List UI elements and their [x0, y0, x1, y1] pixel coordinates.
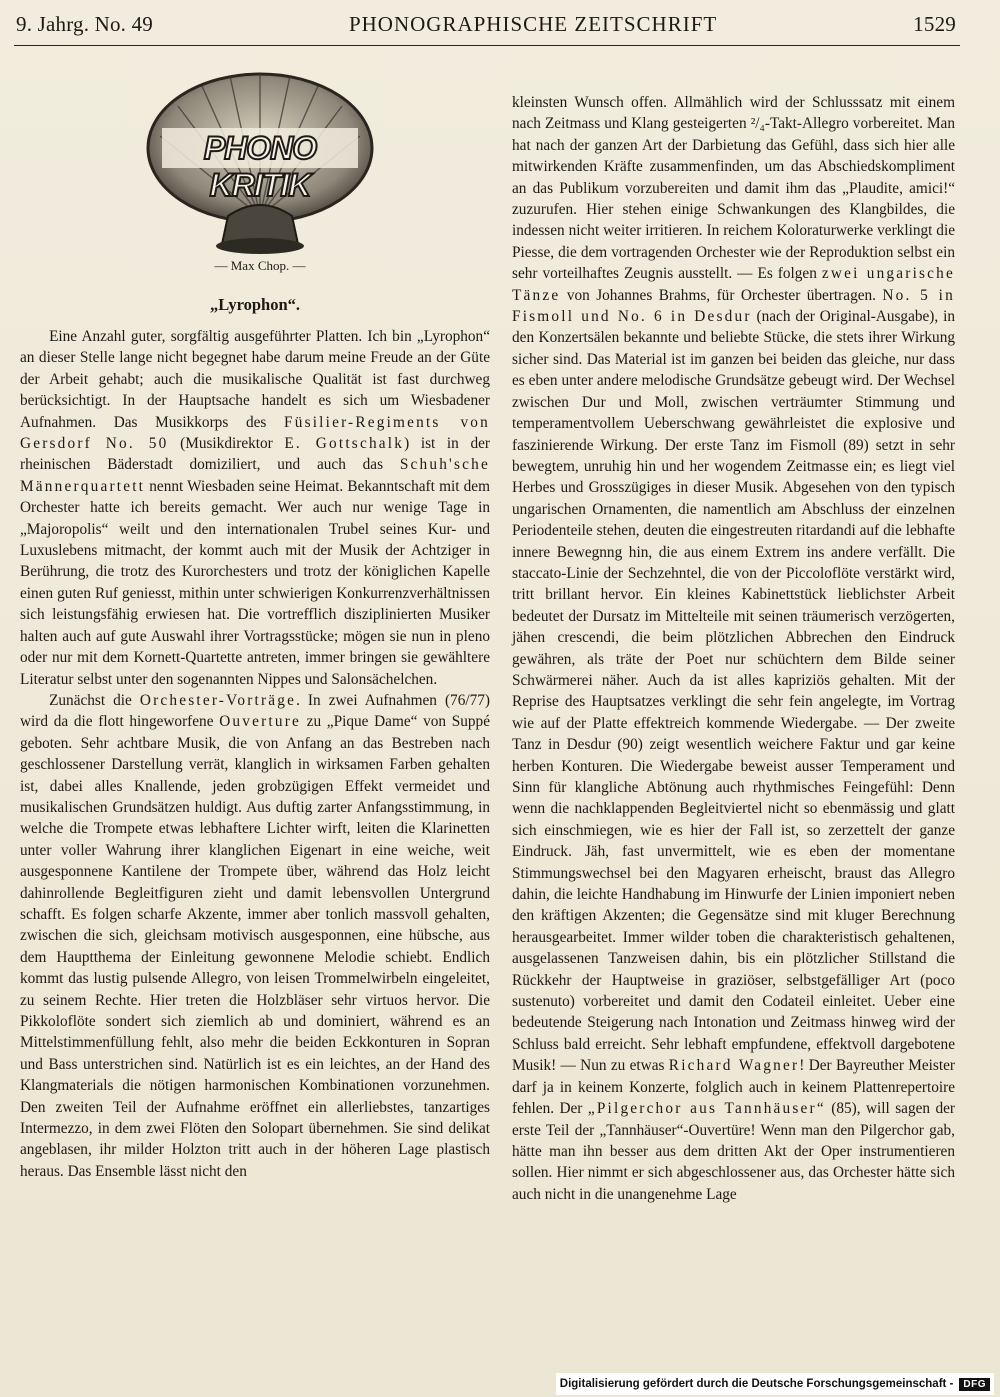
header-journal-title: PHONOGRAPHISCHE ZEITSCHRIFT	[348, 12, 718, 36]
text-run: von Johannes Brahms, für Orchester übertragen.	[560, 286, 883, 304]
text-run: (nach der Original-Ausgabe), in den Konzertsälen bekannte und beliebte Stücke, die stets ihrer Wirkung sicher sind. Das Material ist im ganzen bei beiden das gleiche, nur dass es eben unter andere melodische Grundsätze gebeugt wird. Der Wechsel zwischen Dur und Moll, zwischen verträumter Stimmung und temperamentvollem Ueberschwang gewährleistet die explosive und faszinierende Wirkung. Der erste Tanz im Fismoll (89) setzt in sehr bewegtem, unruhig hin und her wogendem Zeitmasse ein; es liegt viel Herbes und Grosszügiges in dieser Musik. Abgesehen von den typisch ungarischen Ornamenten, die namentlich am Abschluss der einzelnen Periodenteile stehen, deuten die eingestreuten ritardandi auf die lebhafte innere Bewegnng hin, die aus einem Extrem ins andere verfällt. Die staccato-Linie der Sechzehntel, die von der Piccoloflöte verstärkt wird, tritt brillant hervor. Ein kleines Kabinettstück lieblichster Arbeit bedeutet der Dursatz im Mittelteile mit seinen träumerisch verzögerten, jähen crescendi, die beim plötzlichen Abbrechen den Eindruck gewähren, als träte der Poet nur schüchtern dem Bilde seiner Schwärmerei näher. Auch da ist alles kapriziös gehalten. Mit der Reprise des Hauptsatzes verklingt die sehr fein angelegte, im Vortrag wie auf der Platte effektreich kommende Wiedergabe. — Der zweite Tanz in Desdur (90) zeigt wesentlich weichere Faktur und gar keine herben Konturen. Die Wiedergabe beweist ausser Temperament und Sinn für klangliche Abtönung auch rhythmisches Feingefühl: Denn wenn die nachklappenden Begleitviertel nicht so ebenmässig und glatt sich einschmiegen, wie es hier der Fall ist, so zerzettelt der ganze Eindruck. Jäh, fast unvermittelt, wie es eben der momentane Stimmungswechsel bei den Magyaren erheischt, braust das Allegro dahin, die leichte Handhabung im Hinwurfe der Linien imponiert neben den kräftigen Akzenten; die Gegensätze sind mit kluger Berechnung herausgearbeitet. Immer wilder toben die charakteristisch gehaltenen, ausgelassenen Tanzweisen dahin, bis ein plötzlicher Stillstand die Rückkehr der Hauptweise in graziöser, selbstgefälliger Art (poco sustenuto) vorbereitet und damit den Codateil einleitet. Ueber eine bedeutende Steigerung nach Intonation und Zeitmass hinweg wird der Schluss bald erreicht. Sehr lebhaft empfundene, effektvoll dargebotene Musik! — Nun zu etwas	[512, 308, 955, 1075]
logo-text: PHONO KRITIK	[203, 130, 317, 203]
header-page-number: 1529	[913, 12, 956, 36]
spaced-emphasis: E. Gottschalk	[284, 435, 405, 453]
text-run: zu „Pique Dame“ von Suppé geboten. Sehr achtbare Musik, die von Anfang an das Bestreben nach geschlossener Darstellung verrät, klanglich in wirksamen Farben gehalten ist, dabei alles Knallende, jeden grobzügigen Effekt vermeidet und musikalischen Grundsätzen huldigt. Aus duftig zarter Anfangsstimmung, in welche die Trompete etwas lebhaftere Lichter wirft, leiten die Klarinetten unter voller Wahrung ihrer klanglichen Eigenart in eine weiche, weit ausgesponnene Kantilene der Trompete über, während das Holz leicht dahinrollende Begleitfiguren zieht und damit lebensvollen Untergrund schafft. Es folgen scharfe Akzente, immer aber tonlich massvoll gehalten, zwischen die sich, gleichsam motivisch ausgesponnen, eine hübsche, aus dem Hauptthema der Einleitung gewonnene Melodie schiebt. Endlich kommt das lustig pulsende Allegro, von leisen Trommelwirbeln eingeleitet, zu seinem Rechte. Hier treten die Holzbläser sehr virtuos hervor. Die Pikkoloflöte sondert sich ziemlich ab und dominiert, während es an Mittelstimmenfüllung fehlt, also mehr die beiden Eckkonturen in Sopran und Bass unterstrichen sind. Natürlich ist es ein leichtes, an der Hand des Klangmaterials die nötigen harmonischen Kombinationen vorzunehmen. Den zweiten Teil der Aufnahme eröffnet ein allerliebstes, tanzartiges Intermezzo, in dem zwei Flöten den Solopart übernehmen. Sie sind delikat angeblasen, ihr milder Holzton tritt auch in der höheren Lage plastisch heraus. Das Ensemble lässt nicht den	[20, 713, 490, 1180]
spaced-emphasis: Richard Wagner	[668, 1057, 800, 1075]
spaced-emphasis: Füsilier-Regiments von Gersdorf No. 50	[20, 413, 490, 453]
text-run: (85), will sagen der erste Teil der „Tannhäuser“-Ouvertüre! Wenn man den Pilgerchor gab, hätte man ihn besser aus dem dritten Akt der Oper instrumentieren sollen. Hier nimmt er sich abgeschlossener aus, das Orchester hätte sich auch nicht in die unangenehme Lage	[512, 1100, 956, 1203]
digitization-footer	[556, 1373, 994, 1395]
paragraph	[20, 326, 490, 690]
running-header	[16, 12, 956, 48]
spaced-emphasis: Schuh'sche Männerquartett	[20, 456, 490, 495]
text-run: nennt Wiesbaden seine Heimat. Bekanntschaft mit dem Orchester hatte ich bereits gemacht. Wer auch nur wenige Tage in „Majoropolis“ weilt und den internationalen Trubel seines Kur- und Luxuslebens mitmacht, der kommt auch mit der Musik der Achtziger in Berührung, die trotz des Kurorchesters und trotz der königlichen Kapelle einen guten Ruf geniesst, mithin unter schwierigen Konkurrenzverhältnissen sich leistungsfähig erwiesen hat. Die vortrefflich disziplinierten Musiker halten auch auf gute Auswahl ihrer Vortragsstücke; mögen sie nun in pleno oder nur mit dem Kornett-Quartette antreten, immer bringen sie gewähltere Literatur selbst unter den sogenannten Nippes und Salonsächelchen.	[20, 477, 490, 688]
text-run: Eine Anzahl guter, sorgfältig ausgeführter Platten. Ich bin „Lyrophon“ an dieser Stelle lange nicht begegnet habe darum meine Freude an der Güte der Arbeit gehabt; auch die musikalische Qualität ist fast durchweg berücksichtigt. In der Hauptsache handelt es sich um Wiesbadener Aufnahmen. Das Musikkorps des	[20, 328, 490, 431]
text-run: (Musikdirektor	[168, 435, 285, 453]
text-run: kleinsten Wunsch offen. Allmählich wird der Schlusssatz mit einem nach Zeitmass und Klang gesteigerten ²/₄-Takt-Allegro vorbereitet. Man hat nach der ganzen Art der Darbietung das Gefühl, dass sich hier alle mitwirkenden Kräfte zusammenfinden, um das Abschiedskompliment an das Publikum vorzubereiten und damit ihm das „Plaudite, amici!“ zuzurufen. Hier stehen einige Schwankungen des Klangbildes, die indessen nicht weiter irritieren. In reichem Koloraturwerke verklingt die Piesse, die dem vortragenden Orchester wie der Reproduktion selbst ein sehr vorteilhaftes Zeugnis ausstellt. — Es folgen	[512, 94, 955, 283]
phonokritik-logo	[140, 66, 380, 256]
article-title: „Lyrophon“.	[209, 295, 301, 314]
left-column	[20, 326, 490, 1182]
paragraph	[512, 92, 955, 1205]
text-run: ! Der Bayreuther Meister darf ja in keinem Konzerte, folglich auch in keinem Plattenrepertoire fehlen. Der	[512, 1057, 955, 1118]
text-run: ) ist in der rheinischen Bäderstadt domiziliert, und auch das	[20, 435, 490, 474]
paragraph	[20, 690, 490, 1182]
spaced-emphasis: „Pilgerchor aus Tannhäuser“	[587, 1100, 826, 1118]
right-column	[512, 92, 955, 1205]
spaced-emphasis: No. 5 in Fismoll und No. 6 in Desdur	[512, 286, 955, 326]
text-run: . In zwei Aufnahmen (76/77) wird da die flott hingeworfene	[20, 691, 490, 731]
text-run: Zunächst die	[49, 691, 140, 709]
dfg-logo-icon: DFG	[959, 1378, 990, 1391]
spaced-emphasis: Orchester-Vorträge	[139, 691, 297, 709]
header-volume-issue: 9. Jahrg. No. 49	[16, 12, 153, 36]
spaced-emphasis: zwei ungarische Tänze	[512, 265, 955, 304]
header-rule	[14, 45, 960, 46]
author-byline: — Max Chop. —	[214, 258, 306, 273]
footer-text: Digitalisierung gefördert durch die Deutsche Forschungsgemeinschaft -	[559, 1378, 954, 1390]
spaced-emphasis: Ouverture	[219, 713, 301, 731]
